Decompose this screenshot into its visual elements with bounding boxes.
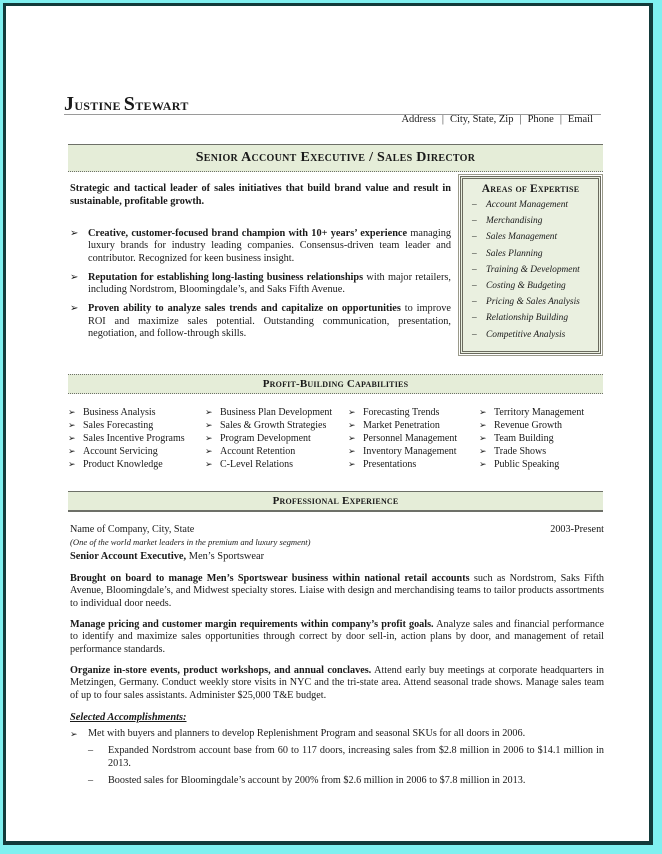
capability-item bbox=[205, 419, 348, 432]
capabilities-grid bbox=[68, 406, 608, 471]
highlight-item bbox=[70, 272, 451, 297]
capability-item bbox=[348, 419, 479, 432]
dash-icon: – bbox=[88, 745, 94, 757]
company-block bbox=[70, 524, 604, 548]
capability-item bbox=[205, 458, 348, 471]
highlights-list bbox=[70, 228, 451, 347]
capability-label: Public Speaking bbox=[494, 459, 560, 470]
arrow-bullet-icon: ➢ bbox=[205, 407, 213, 417]
arrow-bullet-icon: ➢ bbox=[348, 420, 356, 430]
dash-icon: – bbox=[472, 281, 477, 292]
separator: | bbox=[559, 114, 562, 125]
capability-item bbox=[479, 458, 609, 471]
expertise-label: Relationship Building bbox=[486, 313, 569, 324]
expertise-list bbox=[463, 197, 598, 343]
job-role bbox=[70, 551, 604, 562]
capability-label: Sales Incentive Programs bbox=[83, 433, 185, 444]
accomplishment-item bbox=[70, 728, 604, 740]
expertise-heading: Areas of Expertise bbox=[481, 183, 580, 195]
name-last: tewart bbox=[135, 95, 189, 114]
paragraph-body: Analyze sales and financial performance to identify and maximize sales opportunities through correct by door sell-in, action plans by door, and management of retail performance standards. bbox=[70, 619, 604, 655]
sub-accomplishment-text: Expanded Nordstrom account base from 60 to 117 doors, increasing sales from $2.8 million in 2006 to $14.1 million in 2013. bbox=[108, 745, 604, 769]
capability-label: Sales & Growth Strategies bbox=[220, 420, 327, 431]
accomplishment-text: Met with buyers and planners to develop Replenishment Program and seasonal SKUs for all doors in 2006. bbox=[88, 728, 526, 739]
employment-dates: 2003-Present bbox=[550, 524, 604, 535]
capability-item bbox=[348, 406, 479, 419]
arrow-bullet-icon: ➢ bbox=[348, 407, 356, 417]
capability-label: Market Penetration bbox=[363, 420, 440, 431]
arrow-bullet-icon: ➢ bbox=[68, 407, 76, 417]
candidate-name bbox=[64, 93, 189, 116]
highlight-bold: Proven ability to analyze sales trends and capitalize on opportunities bbox=[88, 303, 401, 315]
arrow-bullet-icon: ➢ bbox=[68, 446, 76, 456]
capability-label: Program Development bbox=[220, 433, 311, 444]
paragraph-body: Attend early buy meetings at corporate headquarters in Metzingen, Germany. Conduct weekly store visits in NYC and the tri-state area. Attend seasonal trade shows. Manage sales team of up to four sales assistants. Administer $25,000 T&E budget. bbox=[70, 665, 604, 701]
expertise-label: Competitive Analysis bbox=[486, 329, 566, 340]
highlight-text: to improve ROI and maximize sales potential. Outstanding communication, presentation, negotiation, and follow-through skills. bbox=[88, 303, 451, 340]
highlight-text: with major retailers, including Nordstrom, Bloomingdale’s, and Saks Fifth Avenue. bbox=[88, 271, 451, 296]
capability-label: C-Level Relations bbox=[220, 459, 294, 470]
expertise-item bbox=[472, 246, 598, 262]
capability-label: Territory Management bbox=[494, 407, 585, 418]
capability-item bbox=[479, 432, 609, 445]
arrow-bullet-icon: ➢ bbox=[205, 459, 213, 469]
dash-icon: – bbox=[472, 200, 477, 210]
arrow-bullet-icon: ➢ bbox=[70, 729, 78, 739]
resume-page bbox=[6, 6, 649, 841]
expertise-item bbox=[472, 310, 598, 326]
capability-label: Sales Forecasting bbox=[83, 420, 154, 431]
dash-icon: – bbox=[472, 313, 477, 324]
capability-item bbox=[205, 445, 348, 458]
expertise-item bbox=[472, 197, 598, 213]
dash-icon: – bbox=[472, 232, 477, 243]
sub-accomplishment-text: Boosted sales for Bloomingdale’s account by 200% from $2.6 million in 2006 to $7.8 million in 2013. bbox=[108, 775, 526, 787]
paragraph-lead: Organize in-store events, product workshops, and annual conclaves. bbox=[70, 665, 372, 676]
capability-item bbox=[68, 432, 205, 445]
highlight-text: managing luxury brands for industry leading companies. Consensus-driven team leader and contributor. Recognized for keen business insight. bbox=[88, 228, 451, 264]
paragraph-lead: Manage pricing and customer margin requirements within company’s profit goals. bbox=[70, 619, 434, 630]
name-first: ustine bbox=[74, 95, 121, 114]
summary-statement: Strategic and tactical leader of sales initiatives that build brand value and result in sustainable, profitable growth. bbox=[70, 183, 451, 207]
arrow-bullet-icon: ➢ bbox=[479, 433, 487, 443]
experience-paragraph bbox=[70, 619, 604, 656]
capabilities-column bbox=[68, 406, 205, 471]
expertise-label: Pricing & Sales Analysis bbox=[486, 297, 580, 308]
expertise-item bbox=[472, 229, 598, 245]
arrow-bullet-icon: ➢ bbox=[68, 459, 76, 469]
capability-label: Business Plan Development bbox=[220, 407, 333, 418]
separator: | bbox=[519, 114, 522, 125]
capability-label: Product Knowledge bbox=[83, 459, 163, 470]
capability-label: Inventory Management bbox=[363, 446, 457, 457]
capability-label: Personnel Management bbox=[363, 433, 458, 444]
capability-item bbox=[348, 445, 479, 458]
capability-item bbox=[348, 458, 479, 471]
company-description: (One of the world market leaders in the premium and luxury segment) bbox=[70, 537, 311, 547]
role-title: Senior Account Executive, bbox=[70, 551, 187, 562]
arrow-bullet-icon: ➢ bbox=[348, 459, 356, 469]
arrow-bullet-icon: ➢ bbox=[205, 433, 213, 443]
expertise-label: Merchandising bbox=[486, 216, 543, 227]
expertise-item bbox=[472, 294, 598, 310]
capability-item bbox=[205, 406, 348, 419]
capabilities-column bbox=[479, 406, 609, 471]
document-frame bbox=[3, 3, 653, 845]
capability-label: Account Retention bbox=[220, 446, 296, 457]
dash-icon: – bbox=[472, 264, 477, 275]
capability-item bbox=[205, 432, 348, 445]
arrow-bullet-icon: ➢ bbox=[348, 433, 356, 443]
capability-label: Forecasting Trends bbox=[363, 407, 440, 418]
highlight-item bbox=[70, 228, 451, 265]
role-division: Men’s Sportswear bbox=[186, 551, 265, 562]
arrow-bullet-icon: ➢ bbox=[348, 446, 356, 456]
arrow-bullet-icon: ➢ bbox=[479, 407, 487, 417]
highlight-bold: Reputation for establishing long-lasting business relationships bbox=[88, 271, 364, 283]
arrow-bullet-icon: ➢ bbox=[205, 420, 213, 430]
capability-item bbox=[479, 406, 609, 419]
arrow-bullet-icon: ➢ bbox=[68, 420, 76, 430]
arrow-bullet-icon: ➢ bbox=[68, 433, 76, 443]
job-title-banner: Senior Account Executive / Sales Director bbox=[68, 144, 603, 172]
experience-paragraph bbox=[70, 573, 604, 610]
expertise-label: Costing & Budgeting bbox=[486, 281, 566, 292]
company-name: Name of Company, City, State bbox=[70, 524, 195, 535]
sub-accomplishment-item bbox=[88, 775, 604, 787]
name-last-initial: S bbox=[123, 93, 136, 115]
arrow-bullet-icon: ➢ bbox=[70, 271, 79, 283]
dash-icon: – bbox=[472, 216, 477, 227]
expertise-item bbox=[472, 213, 598, 229]
expertise-label: Sales Planning bbox=[486, 248, 543, 259]
capability-label: Presentations bbox=[363, 459, 417, 470]
capability-item bbox=[68, 419, 205, 432]
capabilities-column bbox=[348, 406, 479, 471]
expertise-label: Training & Development bbox=[486, 264, 580, 275]
separator: | bbox=[441, 114, 444, 125]
capability-label: Account Servicing bbox=[83, 446, 158, 457]
highlight-bold: Creative, customer-focused brand champion with 10+ years’ experience bbox=[88, 228, 408, 239]
arrow-bullet-icon: ➢ bbox=[70, 228, 79, 239]
capabilities-column bbox=[205, 406, 348, 471]
arrow-bullet-icon: ➢ bbox=[479, 420, 487, 430]
expertise-item bbox=[472, 278, 598, 294]
arrow-bullet-icon: ➢ bbox=[70, 303, 79, 315]
capability-item bbox=[479, 445, 609, 458]
capability-label: Revenue Growth bbox=[494, 420, 563, 431]
dash-icon: – bbox=[472, 297, 477, 308]
expertise-label: Account Management bbox=[486, 200, 569, 210]
areas-of-expertise-box bbox=[460, 176, 601, 354]
experience-heading: Professional Experience bbox=[68, 491, 603, 512]
expertise-item bbox=[472, 327, 598, 343]
arrow-bullet-icon: ➢ bbox=[479, 446, 487, 456]
arrow-bullet-icon: ➢ bbox=[205, 446, 213, 456]
name-initial: J bbox=[64, 93, 75, 115]
capability-item bbox=[479, 419, 609, 432]
dash-icon: – bbox=[472, 329, 477, 340]
dash-icon: – bbox=[88, 775, 94, 787]
capabilities-heading: Profit-Building Capabilities bbox=[68, 374, 603, 394]
contact-email: Email bbox=[567, 114, 593, 125]
accomplishments-heading: Selected Accomplishments: bbox=[70, 712, 187, 723]
contact-city-state-zip: City, State, Zip bbox=[449, 114, 514, 125]
capability-item bbox=[68, 458, 205, 471]
accomplishments-list bbox=[70, 728, 604, 793]
capability-item bbox=[348, 432, 479, 445]
capability-label: Team Building bbox=[494, 433, 554, 444]
dash-icon: – bbox=[472, 248, 477, 259]
capability-label: Trade Shows bbox=[494, 446, 547, 457]
capability-label: Business Analysis bbox=[83, 407, 156, 418]
sub-accomplishment-item bbox=[88, 745, 604, 770]
highlight-item bbox=[70, 303, 451, 340]
capability-item bbox=[68, 406, 205, 419]
expertise-label: Sales Management bbox=[486, 232, 558, 243]
expertise-item bbox=[472, 262, 598, 278]
contact-line bbox=[401, 114, 593, 125]
contact-address: Address bbox=[401, 114, 436, 125]
capability-item bbox=[68, 445, 205, 458]
experience-paragraph bbox=[70, 665, 604, 702]
contact-phone: Phone bbox=[527, 114, 554, 125]
paragraph-body: such as Nordstrom, Saks Fifth Avenue, Bloomingdale’s, and Midwest specialty stores. Liaise with design and merchandising teams to tailor products assortments to individual door needs. bbox=[70, 573, 604, 609]
arrow-bullet-icon: ➢ bbox=[479, 459, 487, 469]
paragraph-lead: Brought on board to manage Men’s Sportswear business within national retail accounts bbox=[70, 573, 470, 584]
